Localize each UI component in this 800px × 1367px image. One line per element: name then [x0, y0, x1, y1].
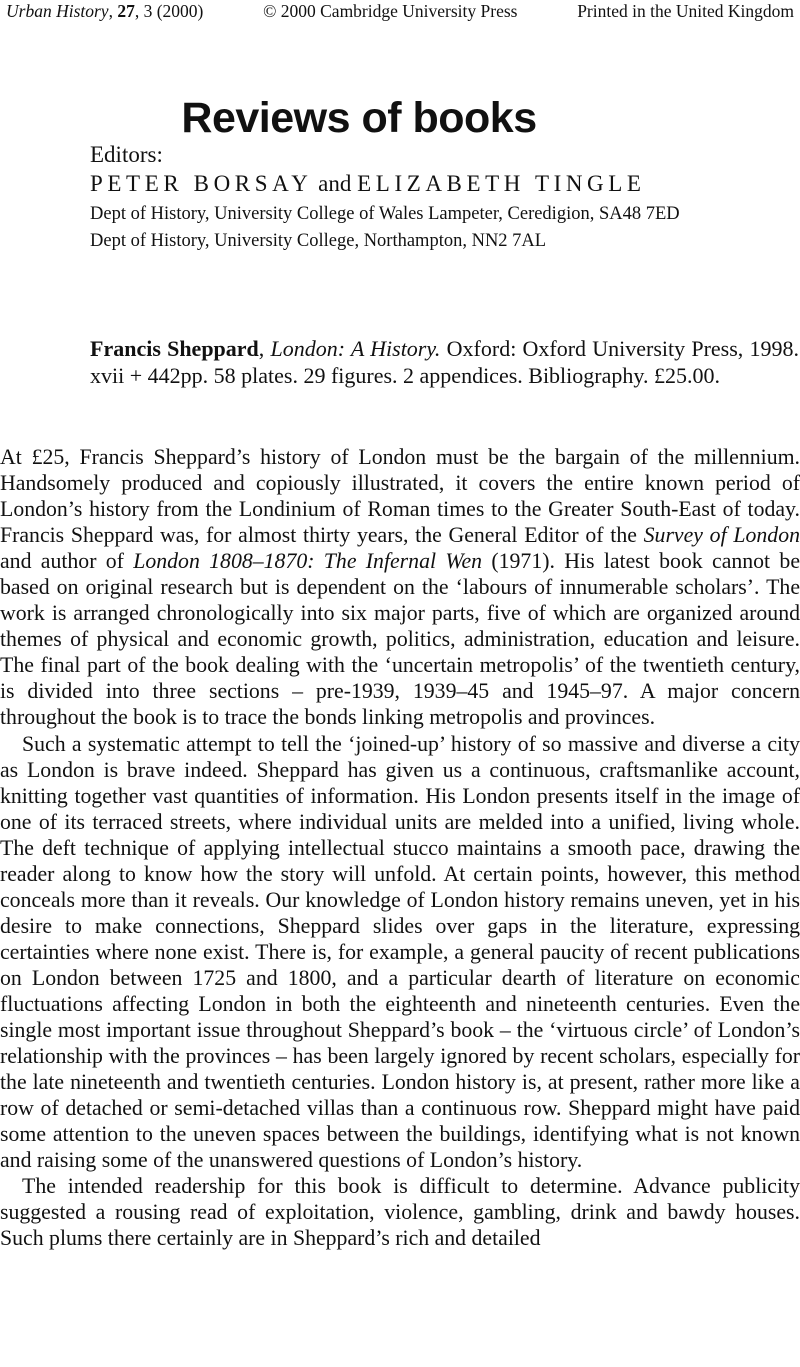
- editor-affiliation-1: Dept of History, University College of Wales Lampeter, Ceredigion, SA48 7ED: [90, 204, 680, 224]
- editor-name-2: ELIZABETH TINGLE: [357, 171, 646, 196]
- review-paragraph-1: [0, 444, 800, 731]
- copyright-notice: © 2000 Cambridge University Press: [263, 1, 518, 21]
- editor-affiliation-2: Dept of History, University College, Northampton, NN2 7AL: [90, 231, 547, 251]
- section-title: Reviews of books: [181, 93, 537, 142]
- review-body: [0, 444, 800, 1251]
- journal-citation: Urban History, 27, 3 (2000): [6, 1, 204, 21]
- editors-joiner: and: [312, 171, 358, 196]
- book-author: Francis Sheppard: [90, 336, 259, 361]
- review-paragraph-2: Such a systematic attempt to tell the ‘joined-up’ history of so massive and diverse a city as London is brave indeed. Sheppard has given us a continuous, craftsmanlike account, knitting together vast quantities of information. His London presents itself in the image of one of its terraced streets, where individual units are melded into a unified, living whole. The deft technique of applying intellectual stucco maintains a smooth pace, drawing the reader along to know how the story will unfold. At certain points, however, this method conceals more than it reveals. Our knowledge of London history remains uneven, yet in his desire to make connections, Sheppard slides over gaps in the literature, expressing certainties where none exist. There is, for example, a general paucity of recent publications on London between 1725 and 1800, and a particular dearth of literature on economic fluctuations affecting London in both the eighteenth and nineteenth centuries. Even the single most important issue throughout Sheppard’s book – the ‘virtuous circle’ of London’s relationship with the provinces – has been largely ignored by recent scholars, especially for the late nineteenth and twentieth centuries. London history is, at present, rather more like a row of detached or semi-detached villas than a continuous row. Sheppard might have paid some attention to the uneven spaces between the buildings, identifying what is not known and raising some of the unanswered questions of London’s history.: [0, 731, 800, 1173]
- survey-of-london-title: Survey of London: [643, 523, 800, 548]
- review-text: and author of: [0, 549, 134, 574]
- review-text: (1971). His latest book cannot be based on original research but is dependent on the ‘labours of innumerable scholars’. The work is arranged chronologically into six major parts, five of which are organized around themes of physical and economic growth, politics, administration, education and leisure. The final part of the book dealing with the ‘uncertain metropolis’ of the twentieth century, is divided into three sections – pre-1939, 1939–45 and 1945–97. A major concern throughout the book is to trace the bonds linking metropolis and provinces.: [0, 549, 800, 730]
- review-paragraph-3: The intended readership for this book is difficult to determine. Advance publicity suggested a rousing read of exploitation, violence, gambling, drink and bawdy houses. Such plums there certainly are in Sheppard’s rich and detailed: [0, 1174, 800, 1251]
- running-head: [6, 0, 794, 22]
- journal-issue-year: , 3 (2000): [134, 1, 204, 21]
- editors-names: [90, 169, 646, 199]
- book-publication: Oxford: Oxford University Press, 1998. xvii + 442pp. 58 plates. 29 figures. 2 appendices. Bibliography. £25.00.: [90, 336, 800, 388]
- infernal-wen-title: London 1808–1870: The Infernal Wen: [133, 549, 483, 574]
- review-text: At £25, Francis Sheppard’s history of London must be the bargain of the millennium. Handsomely produced and copiously illustrated, it covers the entire known period of London’s history from the Londinium of Roman times to the Greater South-East of today. Francis Sheppard was, for almost thirty years, the General Editor of the: [0, 445, 800, 548]
- editors-label: Editors:: [90, 142, 163, 167]
- journal-name: Urban History: [6, 1, 109, 21]
- book-citation: Francis Sheppard, London: A History. Oxford: Oxford University Press, 1998. xvii + 442pp. 58 plates. 29 figures. 2 appendices. Bibliography. £25.00.: [90, 336, 800, 388]
- printed-notice: Printed in the United Kingdom: [577, 1, 794, 21]
- editor-name-1: PETER BORSAY: [90, 171, 313, 196]
- journal-volume: 27: [117, 1, 135, 21]
- book-title: London: A History.: [270, 336, 441, 361]
